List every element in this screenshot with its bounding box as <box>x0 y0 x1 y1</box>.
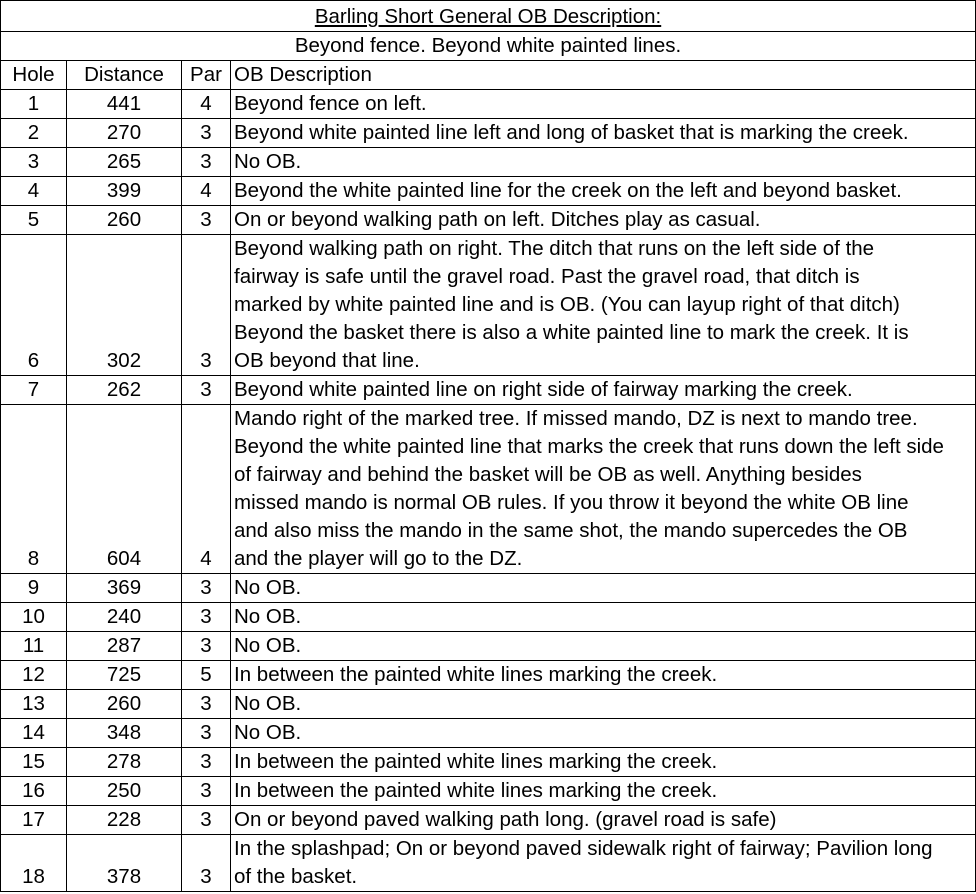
sheet-title-text: Barling Short General OB Description: <box>314 5 662 28</box>
ob-description <box>231 177 976 206</box>
hole-number: 5 <box>1 206 67 235</box>
hole-distance: 240 <box>67 603 182 632</box>
table-row <box>1 719 976 748</box>
hole-number: 2 <box>1 119 67 148</box>
table-row <box>1 148 976 177</box>
ob-description-line: No OB. <box>234 692 302 715</box>
table-body <box>1 90 976 892</box>
header-par: Par <box>182 61 231 90</box>
ob-description-line: Beyond walking path on right. The ditch that runs on the left side of the <box>234 237 875 260</box>
hole-par: 3 <box>182 748 231 777</box>
title-row <box>1 1 976 32</box>
hole-par: 4 <box>182 90 231 119</box>
ob-description-line: and the player will go to the DZ. <box>234 547 523 570</box>
ob-description-line: fairway is safe until the gravel road. Past the gravel road, that ditch is <box>234 265 860 288</box>
hole-number: 4 <box>1 177 67 206</box>
hole-number: 10 <box>1 603 67 632</box>
ob-description-line: and also miss the mando in the same shot, the mando supercedes the OB <box>234 519 908 542</box>
ob-description <box>231 748 976 777</box>
ob-description <box>231 661 976 690</box>
ob-description-line: In between the painted white lines marking the creek. <box>234 750 718 773</box>
hole-number: 17 <box>1 806 67 835</box>
table-row <box>1 603 976 632</box>
ob-description <box>231 206 976 235</box>
ob-description-line: Beyond white painted line left and long of basket that is marking the creek. <box>234 121 909 144</box>
ob-description-line: of fairway and behind the basket will be OB as well. Anything besides <box>234 463 862 486</box>
ob-description <box>231 806 976 835</box>
hole-number: 16 <box>1 777 67 806</box>
hole-distance: 348 <box>67 719 182 748</box>
hole-number: 1 <box>1 90 67 119</box>
ob-description-line: of the basket. <box>234 865 358 888</box>
hole-par: 3 <box>182 603 231 632</box>
ob-description <box>231 719 976 748</box>
header-distance: Distance <box>67 61 182 90</box>
table-row <box>1 835 976 892</box>
ob-description <box>231 690 976 719</box>
hole-par: 3 <box>182 119 231 148</box>
ob-description-line: missed mando is normal OB rules. If you throw it beyond the white OB line <box>234 491 909 514</box>
table-row <box>1 405 976 574</box>
table-row <box>1 748 976 777</box>
ob-description-line: Mando right of the marked tree. If missed mando, DZ is next to mando tree. <box>234 407 918 430</box>
hole-distance: 369 <box>67 574 182 603</box>
ob-description-line: Beyond white painted line on right side of fairway marking the creek. <box>234 378 853 401</box>
hole-number: 13 <box>1 690 67 719</box>
hole-par: 3 <box>182 206 231 235</box>
table-row <box>1 206 976 235</box>
hole-number: 7 <box>1 376 67 405</box>
hole-distance: 604 <box>67 405 182 574</box>
ob-description <box>231 148 976 177</box>
ob-description-line: Beyond fence on left. <box>234 92 427 115</box>
table-row <box>1 806 976 835</box>
hole-par: 4 <box>182 405 231 574</box>
hole-number: 9 <box>1 574 67 603</box>
ob-description-line: No OB. <box>234 150 302 173</box>
hole-distance: 302 <box>67 235 182 376</box>
ob-description-line: On or beyond walking path on left. Ditches play as casual. <box>234 208 761 231</box>
hole-par: 3 <box>182 719 231 748</box>
hole-par: 3 <box>182 148 231 177</box>
header-ob-description: OB Description <box>231 61 976 90</box>
hole-distance: 270 <box>67 119 182 148</box>
hole-distance: 250 <box>67 777 182 806</box>
table-row <box>1 177 976 206</box>
ob-description <box>231 376 976 405</box>
sheet-title <box>1 1 976 32</box>
table-row <box>1 632 976 661</box>
hole-number: 14 <box>1 719 67 748</box>
ob-description <box>231 405 976 574</box>
hole-distance: 378 <box>67 835 182 892</box>
hole-number: 8 <box>1 405 67 574</box>
ob-description-line: No OB. <box>234 634 302 657</box>
ob-description <box>231 90 976 119</box>
ob-description-line: Beyond the basket there is also a white painted line to mark the creek. It is <box>234 321 909 344</box>
hole-number: 12 <box>1 661 67 690</box>
hole-par: 4 <box>182 177 231 206</box>
hole-number: 11 <box>1 632 67 661</box>
ob-description <box>231 574 976 603</box>
subtitle-row <box>1 32 976 61</box>
ob-description <box>231 777 976 806</box>
table-row <box>1 574 976 603</box>
ob-description <box>231 235 976 376</box>
ob-description-line: In between the painted white lines marking the creek. <box>234 779 718 802</box>
ob-description-line: No OB. <box>234 576 302 599</box>
table-row <box>1 777 976 806</box>
hole-par: 3 <box>182 235 231 376</box>
ob-description <box>231 835 976 892</box>
hole-distance: 278 <box>67 748 182 777</box>
hole-distance: 228 <box>67 806 182 835</box>
ob-description-line: No OB. <box>234 721 302 744</box>
hole-par: 3 <box>182 574 231 603</box>
ob-description <box>231 632 976 661</box>
hole-number: 15 <box>1 748 67 777</box>
hole-distance: 260 <box>67 206 182 235</box>
ob-description-line: OB beyond that line. <box>234 349 420 372</box>
header-row <box>1 61 976 90</box>
table-row <box>1 661 976 690</box>
hole-par: 3 <box>182 376 231 405</box>
hole-par: 3 <box>182 632 231 661</box>
hole-par: 3 <box>182 690 231 719</box>
table-row <box>1 235 976 376</box>
ob-description-line: No OB. <box>234 605 302 628</box>
hole-distance: 260 <box>67 690 182 719</box>
hole-number: 6 <box>1 235 67 376</box>
ob-description-line: marked by white painted line and is OB. (You can layup right of that ditch) <box>234 293 900 316</box>
ob-description-line: In between the painted white lines marking the creek. <box>234 663 718 686</box>
hole-distance: 441 <box>67 90 182 119</box>
ob-description-line: Beyond the white painted line that marks the creek that runs down the left side <box>234 435 944 458</box>
hole-distance: 287 <box>67 632 182 661</box>
table-row <box>1 690 976 719</box>
hole-distance: 265 <box>67 148 182 177</box>
hole-par: 3 <box>182 806 231 835</box>
table-row <box>1 376 976 405</box>
ob-description-line: On or beyond paved walking path long. (gravel road is safe) <box>234 808 777 831</box>
hole-distance: 399 <box>67 177 182 206</box>
table-row <box>1 119 976 148</box>
table-row <box>1 90 976 119</box>
hole-number: 18 <box>1 835 67 892</box>
hole-par: 3 <box>182 777 231 806</box>
hole-number: 3 <box>1 148 67 177</box>
ob-description <box>231 603 976 632</box>
ob-description <box>231 119 976 148</box>
hole-distance: 725 <box>67 661 182 690</box>
ob-description-line: In the splashpad; On or beyond paved sidewalk right of fairway; Pavilion long <box>234 837 933 860</box>
ob-description-line: Beyond the white painted line for the creek on the left and beyond basket. <box>234 179 902 202</box>
hole-distance: 262 <box>67 376 182 405</box>
general-ob-summary: Beyond fence. Beyond white painted lines. <box>1 32 976 61</box>
hole-par: 5 <box>182 661 231 690</box>
header-hole: Hole <box>1 61 67 90</box>
hole-par: 3 <box>182 835 231 892</box>
